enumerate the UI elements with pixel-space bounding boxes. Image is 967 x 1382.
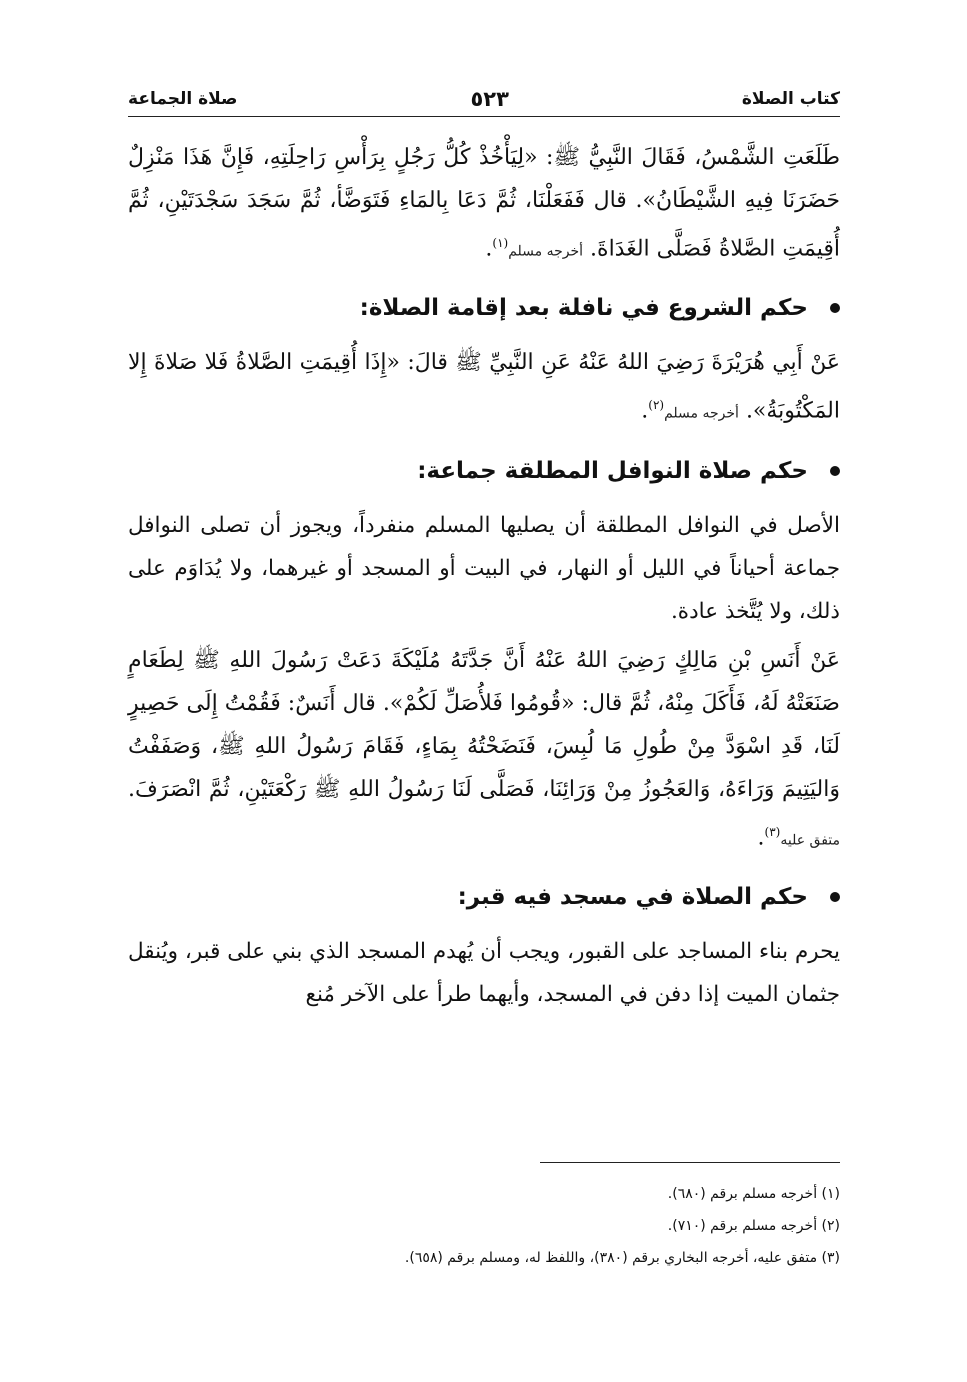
footnote-divider	[540, 1162, 840, 1163]
bullet-icon	[830, 303, 840, 313]
page-number: ٥٢٣	[470, 87, 509, 111]
footnote-3: (٣) متفق عليه، أخرجه البخاري برقم (٣٨٠)، واللفظ له، ومسلم برقم (٦٥٨).	[404, 1250, 840, 1266]
ruling-paragraph	[128, 504, 840, 633]
section-heading-nawafil	[128, 442, 840, 500]
hadith-text: طَلَعَتِ الشَّمْسُ، فَقَالَ النَّبِيُّ ﷺ: «لِيَأْخُذْ كُلُّ رَجُلٍ بِرَأْسِ رَاحِلَتِهِ، فَإِنَّ هَذَا مَنْزِلٌ حَضَرَنَا فِيهِ الشَّيْطَانُ». قال فَفَعَلْنَا، ثُمَّ دَعَا بِالمَاءِ فَتَوَضَّأ، ثُمَّ سَجَدَ سَجْدَتَيْنِ، ثُمَّ أُقِيمَتِ الصَّلاةُ فَصَلَّى الغَدَاةَ.	[128, 145, 840, 262]
header-divider	[128, 116, 840, 117]
footnotes	[128, 1178, 840, 1274]
footnote-1: (١) أخرجه مسلم برقم (٦٨٠).	[667, 1186, 840, 1202]
sentence-end: .	[485, 236, 493, 262]
sentence-end: .	[757, 824, 765, 850]
ruling-text: الأصل في النوافل المطلقة أن يصليها المسلم منفرداً، ويجوز أن تصلى النوافل جماعة أحياناً في الليل أو النهار، في البيت أو المسجد أو غيرهما، ولا يُدَاوَم على ذلك، ولا يُتَّخذ عادة.	[128, 512, 840, 624]
sentence-end: .	[641, 398, 649, 424]
footnote-ref: (١)	[492, 236, 509, 250]
page-body	[128, 136, 840, 1022]
hadith-source: متفق عليه	[780, 831, 840, 848]
ruling-text: يحرم بناء المساجد على القبور، ويجب أن يُهدم المسجد الذي بني على قبر، ويُنقل جثمان الميت إذا دفن في المسجد، وأيهما طرأ على الآخر مُنع	[128, 938, 840, 1007]
bullet-icon	[830, 466, 840, 476]
heading-text: حكم الشروع في نافلة بعد إقامة الصلاة:	[359, 295, 808, 322]
heading-text: حكم الصلاة في مسجد فيه قبر:	[457, 883, 808, 910]
ruling-paragraph-2	[128, 930, 840, 1016]
footnote-ref: (٣)	[764, 824, 781, 839]
footnote-ref: (٢)	[648, 398, 665, 413]
hadith-text: عَنْ أَنَسِ بْنِ مَالِكٍ رَضِيَ اللهُ عَنْهُ أَنَّ جَدَّتَهُ مُلَيْكَةَ دَعَتْ رَسُولَ اللهِ ﷺ لِطَعَامٍ صَنَعَتْهُ لَهُ، فَأَكَلَ مِنْهُ، ثُمَّ قال: «قُومُوا فَلأُصَلِّ لَكُمْ». قال أَنَسٌ: فَقُمْتُ إِلَى حَصِيرٍ لَنَا، قَدِ اسْوَدَّ مِنْ طُولِ مَا لُبِسَ، فَنَضَحْتُهُ بِمَاءٍ، فَقَامَ رَسُولُ اللهِ ﷺ، وَصَفَفْتُ وَاليَتِيمَ وَرَاءَهُ، وَالعَجُوزُ مِنْ وَرَائِنَا، فَصَلَّى لَنَا رَسُولُ اللهِ ﷺ رَكْعَتَيْنِ، ثُمَّ انْصَرَفَ.	[128, 647, 840, 802]
section-heading-nafila	[128, 279, 840, 337]
section-heading-grave-mosque	[128, 868, 840, 926]
hadith-text: عَنْ أَبِي هُرَيْرَةَ رَضِيَ اللهُ عَنْهُ عَنِ النَّبِيِّ ﷺ قالَ: «إِذَا أُقِيمَتِ الصَّلاةُ فَلا صَلاةَ إِلا المَكْتُوبَةُ».	[128, 350, 840, 424]
chapter-title: صلاة الجماعة	[128, 89, 238, 109]
bullet-icon	[830, 892, 840, 902]
hadith-paragraph-2	[128, 341, 840, 435]
hadith-source: أخرجه مسلم	[664, 405, 739, 422]
footnote-2: (٢) أخرجه مسلم برقم (٧١٠).	[667, 1218, 840, 1234]
heading-text: حكم صلاة النوافل المطلقة جماعة:	[417, 457, 808, 484]
hadith-source: أخرجه مسلم	[508, 243, 584, 260]
book-title: كتاب الصلاة	[741, 89, 840, 109]
hadith-paragraph-3	[128, 639, 840, 862]
running-header	[128, 84, 840, 114]
hadith-paragraph-1	[128, 136, 840, 273]
